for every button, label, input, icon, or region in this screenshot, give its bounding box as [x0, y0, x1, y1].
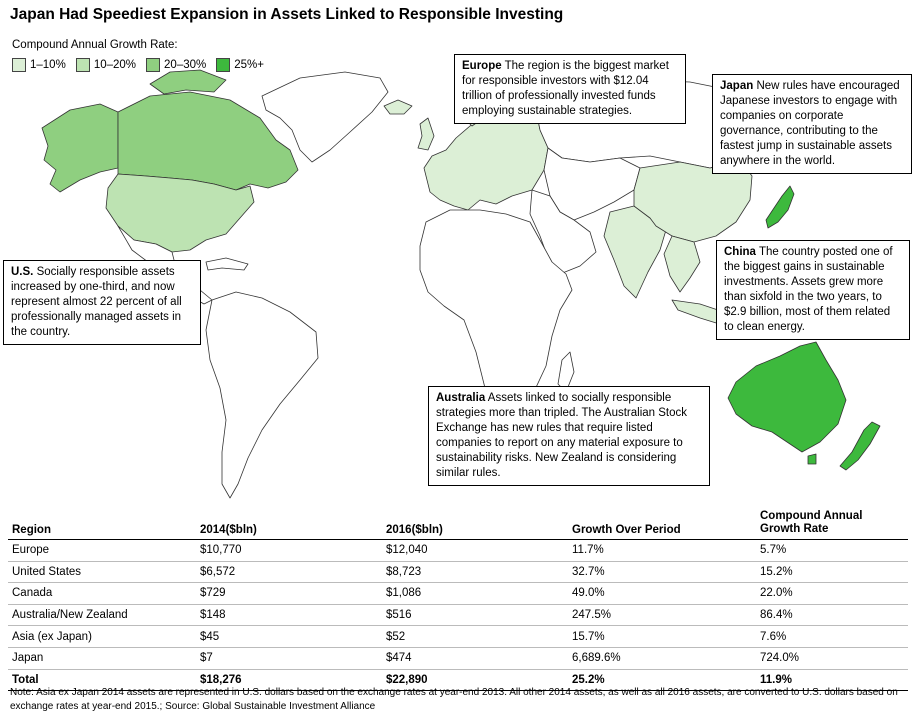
legend-label: 20–30%	[164, 59, 207, 71]
table-row	[8, 604, 908, 626]
cell-cagr: 7.6%	[756, 626, 908, 648]
south-america-region	[206, 292, 318, 498]
cell-cagr: 5.7%	[756, 540, 908, 562]
annotation-text: Socially responsible assets increased by one-third, and now represent almost 22 percent of all professionally managed assets in the country.	[11, 266, 182, 338]
legend-label: 1–10%	[30, 59, 66, 71]
header-cagr-text: Compound Annual Growth Rate	[760, 510, 863, 535]
tasmania-region	[808, 454, 816, 464]
annotation-region: China	[724, 246, 756, 258]
cell-2016: $52	[382, 626, 568, 648]
table-row	[8, 583, 908, 605]
legend-title: Compound Annual Growth Rate:	[12, 39, 178, 51]
cell-cagr: 22.0%	[756, 583, 908, 605]
cell-region: Australia/New Zealand	[8, 604, 196, 626]
table-row	[8, 626, 908, 648]
annotation-us	[3, 260, 201, 345]
uk-region	[418, 118, 434, 150]
cell-2014: $148	[196, 604, 382, 626]
cell-growth: 6,689.6%	[568, 647, 756, 669]
legend-label: 10–20%	[93, 59, 137, 71]
footnote: Note: Asia ex Japan 2014 assets are represented in U.S. dollars based on the exchange rates at year-end 2013. All other 2014 assets, as well as all 2016 assets, are converted to U.S. dollars based on exchange rates at year-end 2015.; Source: Global Sustainable Investment Alliance	[10, 687, 898, 712]
annotation-text: New rules have encouraged Japanese investors to engage with companies on corporate governance, contributing to the fastest jump in sustainable assets anywhere in the world.	[720, 80, 900, 167]
cell-growth: 49.0%	[568, 583, 756, 605]
new-zealand-region	[840, 422, 880, 470]
cell-2016: $516	[382, 604, 568, 626]
cell-growth: 15.7%	[568, 626, 756, 648]
australia-region	[728, 342, 846, 452]
annotation-text: The country posted one of the biggest gains in sustainable investments. Assets grew more than sixfold in the two years, to $2.9 billion, most of them related to clean energy.	[724, 246, 893, 333]
table-header-row	[8, 508, 908, 540]
cell-2016: $1,086	[382, 583, 568, 605]
cell-region: Canada	[8, 583, 196, 605]
header-growth: Growth Over Period	[568, 508, 756, 540]
cell-2014: $7	[196, 647, 382, 669]
cell-2016: $12,040	[382, 540, 568, 562]
caribbean-region	[206, 258, 248, 270]
header-2016: 2016($bln)	[382, 508, 568, 540]
table-row	[8, 540, 908, 562]
cell-cagr: 11.9%	[756, 669, 908, 691]
cell-region: Japan	[8, 647, 196, 669]
header-cagr	[756, 508, 908, 540]
annotation-europe	[454, 54, 686, 124]
annotation-region: U.S.	[11, 266, 34, 278]
cell-region: Asia (ex Japan)	[8, 626, 196, 648]
cell-cagr: 86.4%	[756, 604, 908, 626]
cell-growth: 11.7%	[568, 540, 756, 562]
table-row	[8, 561, 908, 583]
annotation-text: The region is the biggest market for responsible investors with $12.04 trillion of professionally invested funds employing sustainable strategies.	[462, 60, 669, 117]
annotation-japan	[712, 74, 912, 174]
cell-region: Total	[8, 669, 196, 691]
cell-2016: $8,723	[382, 561, 568, 583]
header-region: Region	[8, 508, 196, 540]
cell-cagr: 724.0%	[756, 647, 908, 669]
cell-2014: $45	[196, 626, 382, 648]
cell-2016: $22,890	[382, 669, 568, 691]
annotation-region: Japan	[720, 80, 754, 92]
cell-region: Europe	[8, 540, 196, 562]
japan-region	[766, 186, 794, 228]
legend-label: 25%+	[234, 59, 264, 71]
cell-2014: $10,770	[196, 540, 382, 562]
cell-cagr: 15.2%	[756, 561, 908, 583]
assets-table	[8, 508, 908, 691]
cell-2016: $474	[382, 647, 568, 669]
alaska-region	[42, 104, 118, 192]
cell-growth: 247.5%	[568, 604, 756, 626]
cell-growth: 25.2%	[568, 669, 756, 691]
header-2014: 2014($bln)	[196, 508, 382, 540]
cell-2014: $729	[196, 583, 382, 605]
cell-2014: $18,276	[196, 669, 382, 691]
canada-islands	[150, 70, 226, 94]
cell-2014: $6,572	[196, 561, 382, 583]
cell-region: United States	[8, 561, 196, 583]
annotation-australia	[428, 386, 710, 486]
annotation-region: Europe	[462, 60, 502, 72]
annotation-text: Assets linked to socially responsible strategies more than tripled. The Australian Stock Exchange has new rules that require listed companies to report on any material exposure to sustainability risks. New Zealand is considering similar rules.	[436, 392, 688, 479]
annotation-region: Australia	[436, 392, 486, 404]
cell-growth: 32.7%	[568, 561, 756, 583]
chart-title: Japan Had Speediest Expansion in Assets Linked to Responsible Investing	[10, 6, 564, 23]
annotation-china	[716, 240, 910, 340]
iceland-region	[384, 100, 412, 114]
southeast-asia-region	[664, 236, 700, 292]
table-row	[8, 647, 908, 669]
